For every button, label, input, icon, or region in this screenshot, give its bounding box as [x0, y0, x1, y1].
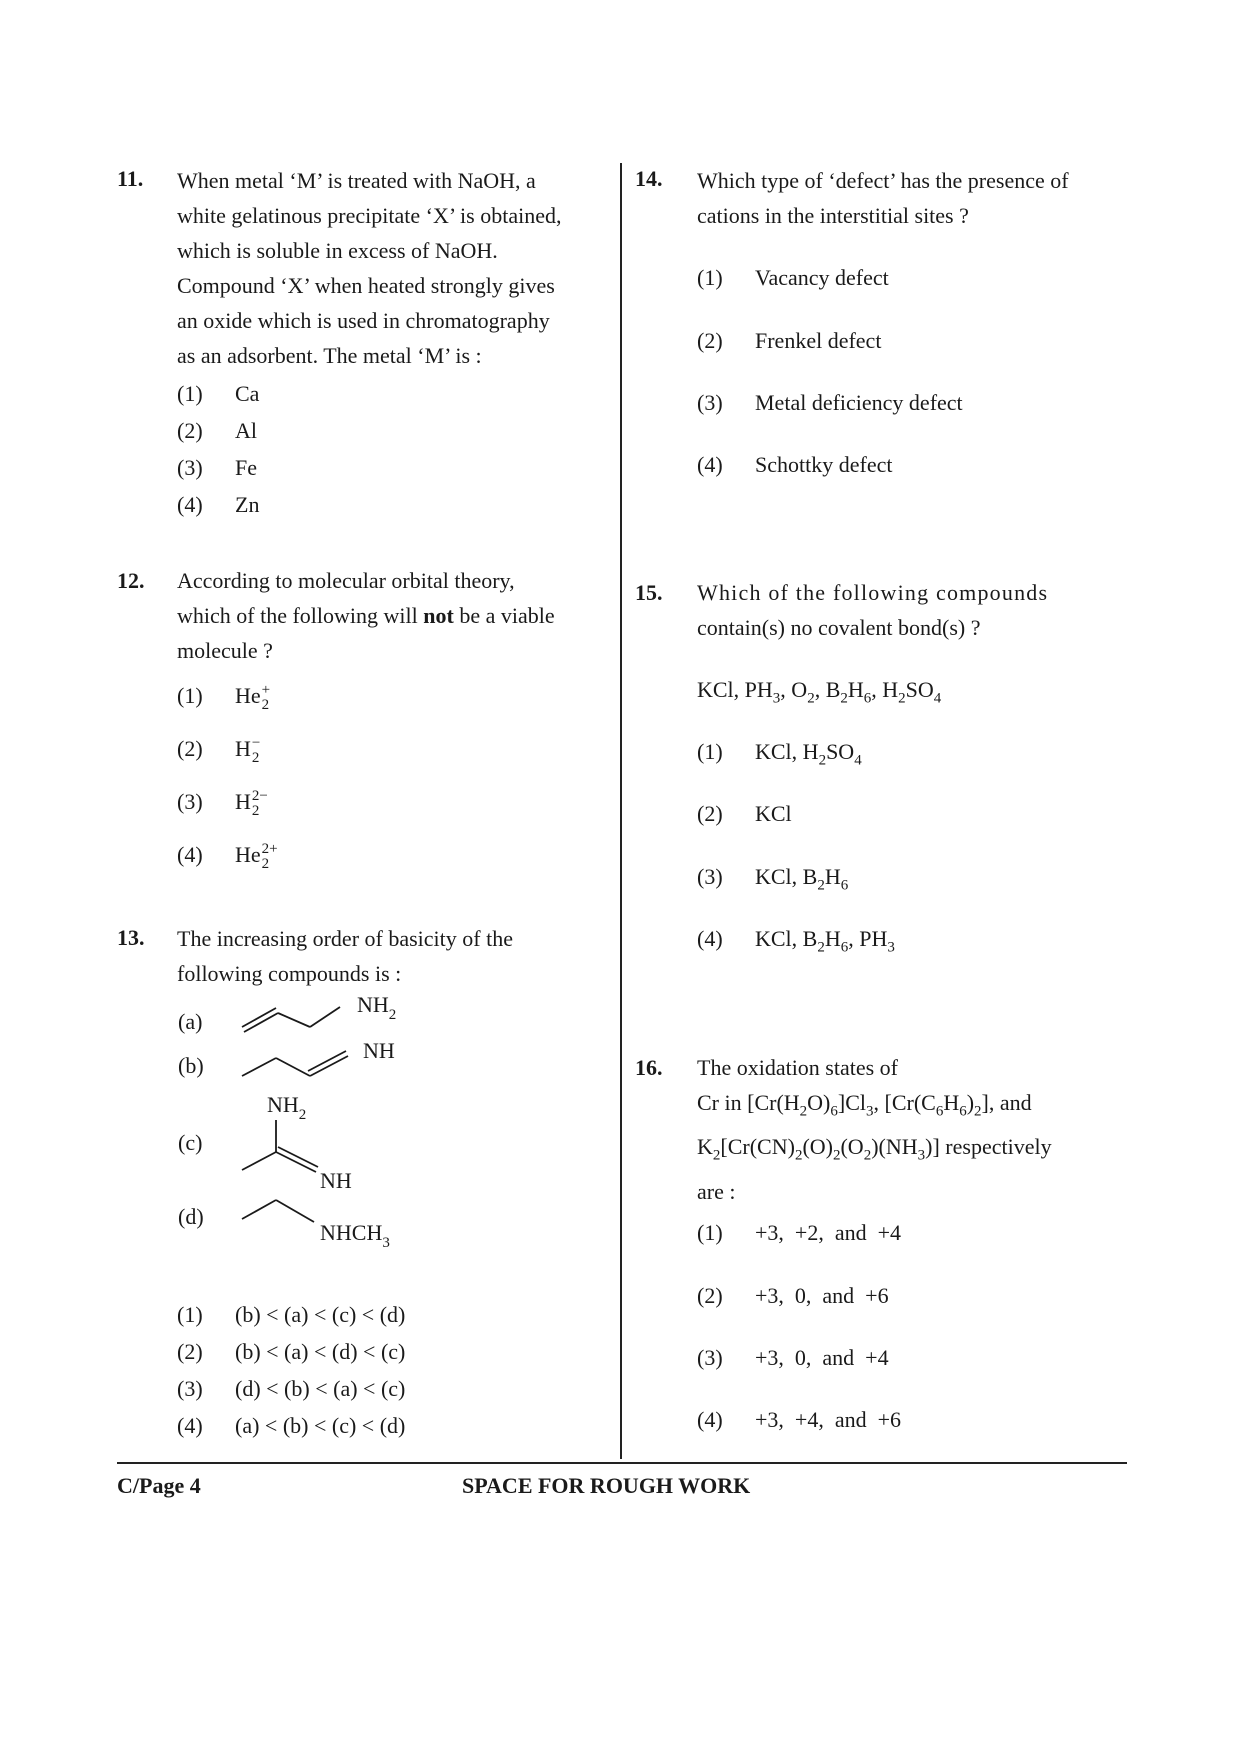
- compound-c-top-group: $NH_2$: [267, 1092, 307, 1123]
- q13-line: The increasing order of basicity of the: [177, 926, 513, 951]
- q12-option: (3) H 2− 2: [177, 788, 268, 819]
- compound-a-group: $NH_2$: [357, 992, 397, 1023]
- compound-a-structure: [242, 1007, 340, 1032]
- compound-a-label: (a): [178, 1009, 203, 1034]
- q13-structures: [170, 990, 430, 1260]
- q13-option: (4) (a) < (b) < (c) < (d): [177, 1413, 406, 1438]
- q16-option: (2) +3, 0, and +6: [697, 1283, 889, 1308]
- q16-line: The oxidation states of: [697, 1055, 899, 1080]
- q13-option: (1) (b) < (a) < (c) < (d): [177, 1302, 406, 1327]
- q13-line: following compounds is :: [177, 961, 402, 986]
- rough-work-label: SPACE FOR ROUGH WORK: [462, 1473, 751, 1498]
- q15-option: (3) KCl, $B_2H_6$: [697, 864, 849, 894]
- q12-line: which of the following will not be a viable: [177, 603, 555, 628]
- q15-line: Which of the following compounds: [697, 580, 1049, 605]
- q14-text: [697, 163, 1127, 233]
- q13-option: (2) (b) < (a) < (d) < (c): [177, 1339, 406, 1364]
- q14-option: (2) Frenkel defect: [697, 328, 882, 353]
- q11-line: which is soluble in excess of NaOH.: [177, 238, 498, 263]
- q13-number: 13.: [117, 925, 145, 950]
- q16-line: are :: [697, 1178, 736, 1204]
- q12-text: [177, 563, 607, 668]
- compound-d-structure: [242, 1200, 314, 1222]
- compound-d-label: (d): [178, 1204, 204, 1229]
- q14-option: (1) Vacancy defect: [697, 265, 889, 290]
- q14-number: 14.: [635, 166, 663, 191]
- compound-c-bottom-group: NH: [320, 1168, 352, 1193]
- q14-option: (3) Metal deficiency defect: [697, 390, 963, 415]
- footer-rule-left: [117, 1462, 624, 1464]
- q12-line: According to molecular orbital theory,: [177, 568, 515, 593]
- q14-line: Which type of ‘defect’ has the presence of: [697, 168, 1069, 193]
- compound-d-group: $NHCH_3$: [320, 1220, 390, 1251]
- compound-b-label: (b): [178, 1053, 204, 1078]
- column-divider: [620, 163, 622, 1459]
- compound-b-group: NH: [363, 1038, 395, 1063]
- q12-line: molecule ?: [177, 638, 273, 663]
- q15-option: (2) KCl: [697, 801, 792, 826]
- q12-option: (2) H − 2: [177, 735, 261, 766]
- page-number: C/Page 4: [117, 1473, 201, 1498]
- q11-number: 11.: [117, 166, 144, 191]
- q11-option: (4) Zn: [177, 492, 260, 517]
- q15-line: contain(s) no covalent bond(s) ?: [697, 615, 981, 640]
- q16-line: $K_2[Cr(CN)_2(O)_2(O_2)(NH_3)]$ respectively: [697, 1134, 1052, 1164]
- q16-number: 16.: [635, 1055, 663, 1080]
- q11-option: (3) Fe: [177, 455, 257, 480]
- q11-option: (1) Ca: [177, 381, 260, 406]
- footer-rule: [624, 1462, 1127, 1464]
- q13-text: [177, 921, 607, 991]
- q16-option: (1) +3, +2, and +4: [697, 1220, 901, 1245]
- compound-c-label: (c): [178, 1130, 203, 1155]
- q11-line: as an adsorbent. The metal ‘M’ is :: [177, 343, 482, 368]
- q16-line: Cr in $[Cr(H_2O)_6]Cl_3$, $[Cr(C_6H_6)_2]$, and: [697, 1090, 1032, 1120]
- q11-text: [177, 163, 607, 373]
- q16-option: (3) +3, 0, and +4: [697, 1345, 889, 1370]
- q15-text: [697, 575, 1127, 645]
- q14-line: cations in the interstitial sites ?: [697, 203, 969, 228]
- q12-number: 12.: [117, 568, 145, 593]
- q13-option: (3) (d) < (b) < (a) < (c): [177, 1376, 406, 1401]
- q11-line: When metal ‘M’ is treated with NaOH, a: [177, 168, 536, 193]
- q15-option: (1) KCl, $H_2SO_4$: [697, 739, 862, 769]
- q14-option: (4) Schottky defect: [697, 452, 893, 477]
- q11-line: white gelatinous precipitate ‘X’ is obtained,: [177, 203, 562, 228]
- compound-b-structure: [242, 1051, 348, 1076]
- q11-line: an oxide which is used in chromatography: [177, 308, 550, 333]
- q11-option: (2) Al: [177, 418, 257, 443]
- q12-option: (1) He + 2: [177, 682, 271, 713]
- q15-compounds-line: KCl, $PH_3$, $O_2$, $B_2H_6$, $H_2SO_4$: [697, 677, 942, 707]
- q16-text: [697, 1050, 1127, 1209]
- q15-option: (4) KCl, $B_2H_6$, $PH_3$: [697, 926, 895, 956]
- compound-c-structure: [242, 1120, 318, 1172]
- q15-number: 15.: [635, 580, 663, 605]
- q12-option: (4) He 2+ 2: [177, 841, 278, 872]
- q11-line: Compound ‘X’ when heated strongly gives: [177, 273, 555, 298]
- q16-option: (4) +3, +4, and +6: [697, 1407, 901, 1432]
